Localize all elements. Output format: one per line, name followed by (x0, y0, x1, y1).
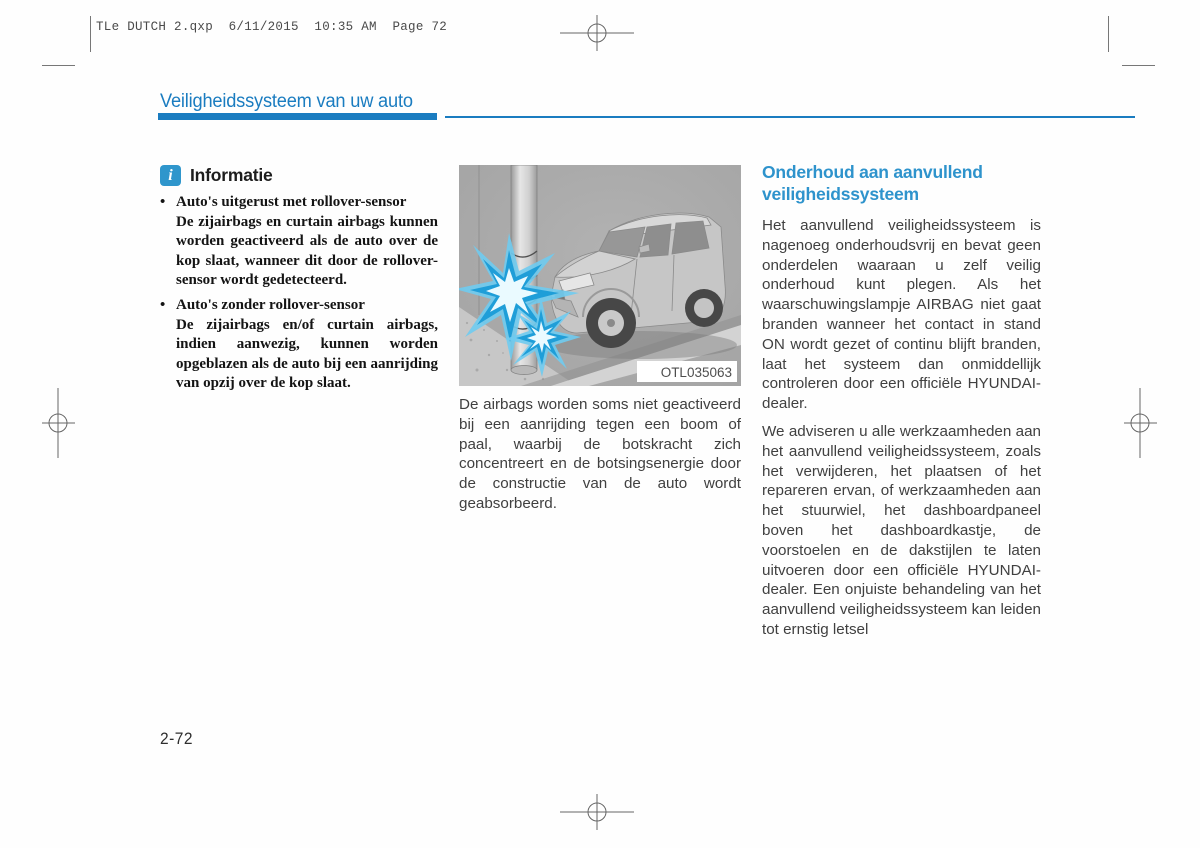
page-number: 2-72 (160, 730, 193, 748)
crop-mark-top-right-vertical (1108, 16, 1109, 52)
list-item (160, 296, 438, 394)
print-slug-line: TLe DUTCH 2.qxp 6/11/2015 10:35 AM Page 72 (96, 20, 448, 34)
maintenance-section (762, 162, 1041, 648)
figure-caption-code: OTL035063 (660, 365, 732, 380)
registration-mark-bottom-center (555, 787, 645, 839)
registration-mark-left-middle (40, 386, 92, 460)
bullet-title: Auto's zonder rollover-sensor (176, 296, 365, 313)
section-title: Onderhoud aan aanvullend veiligheidssysteem (762, 162, 983, 204)
bullet-body: De zijairbags en curtain airbags kunnen worden geactiveerd als de auto over de kop slaat, wanneer dit door de rollover-sensor wordt gedetecteerd. (176, 213, 438, 289)
crop-mark-top-left-vertical (90, 16, 91, 52)
figure-paragraph: De airbags worden soms niet geactiveerd bij een aanrijding tegen een boom of paal, waarbij de botskracht zich concentreert en de botsingsenergie door de constructie van de auto wordt geabsorbeerd. (459, 396, 741, 512)
bullet-icon: • (160, 194, 166, 210)
info-icon: i (160, 165, 181, 186)
header-rule (445, 116, 1135, 118)
figure-car-hits-pole (459, 165, 741, 386)
crop-mark-top-left-horizontal (42, 65, 75, 66)
figure-column (459, 165, 741, 514)
registration-mark-top-center (555, 8, 645, 60)
registration-mark-right-middle (1122, 386, 1174, 460)
info-heading: Informatie (190, 165, 273, 185)
bullet-icon: • (160, 296, 166, 313)
body-paragraph: We adviseren u alle werkzaamheden aan het aanvullend veiligheidssysteem, zoals het verwijderen, het plaatsen of het repareren ervan, of werkzaamheden aan het stuurwiel, het dashboardpaneel boven het dashboardkastje, de voorstoelen en de dakstijlen te laten uitvoeren door een officiële HYUNDAI-dealer. Een onjuiste behandeling van het aanvullend veiligheidssysteem kan leiden tot ernstig letsel (762, 422, 1041, 638)
body-paragraph: Het aanvullend veiligheidssysteem is nagenoeg onderhoudsvrij en bevat geen onderdelen waaraan u zelf veilig onderhoud kunt plegen. Als het waarschuwingslampje AIRBAG niet gaat branden wanneer het contact in stand ON wordt gezet of continu blijft branden, laat het systeem dan onmiddellijk controleren door een officiële HYUNDAI-dealer. (762, 217, 1041, 413)
bullet-title: Auto's uitgerust met rollover-sensor (176, 194, 407, 210)
bullet-body: De zijairbags en/of curtain airbags, indien aanwezig, kunnen worden opgeblazen als de auto bij een aanrijding van opzij over de kop slaat. (176, 316, 438, 392)
crop-mark-top-right-horizontal (1122, 65, 1155, 66)
list-item (160, 193, 438, 291)
info-section (160, 165, 438, 399)
chapter-title-underline-bar (158, 113, 437, 120)
info-heading-row (160, 165, 438, 186)
chapter-title: Veiligheidssysteem van uw auto (160, 91, 413, 112)
car-pole-collision-illustration (459, 165, 741, 386)
